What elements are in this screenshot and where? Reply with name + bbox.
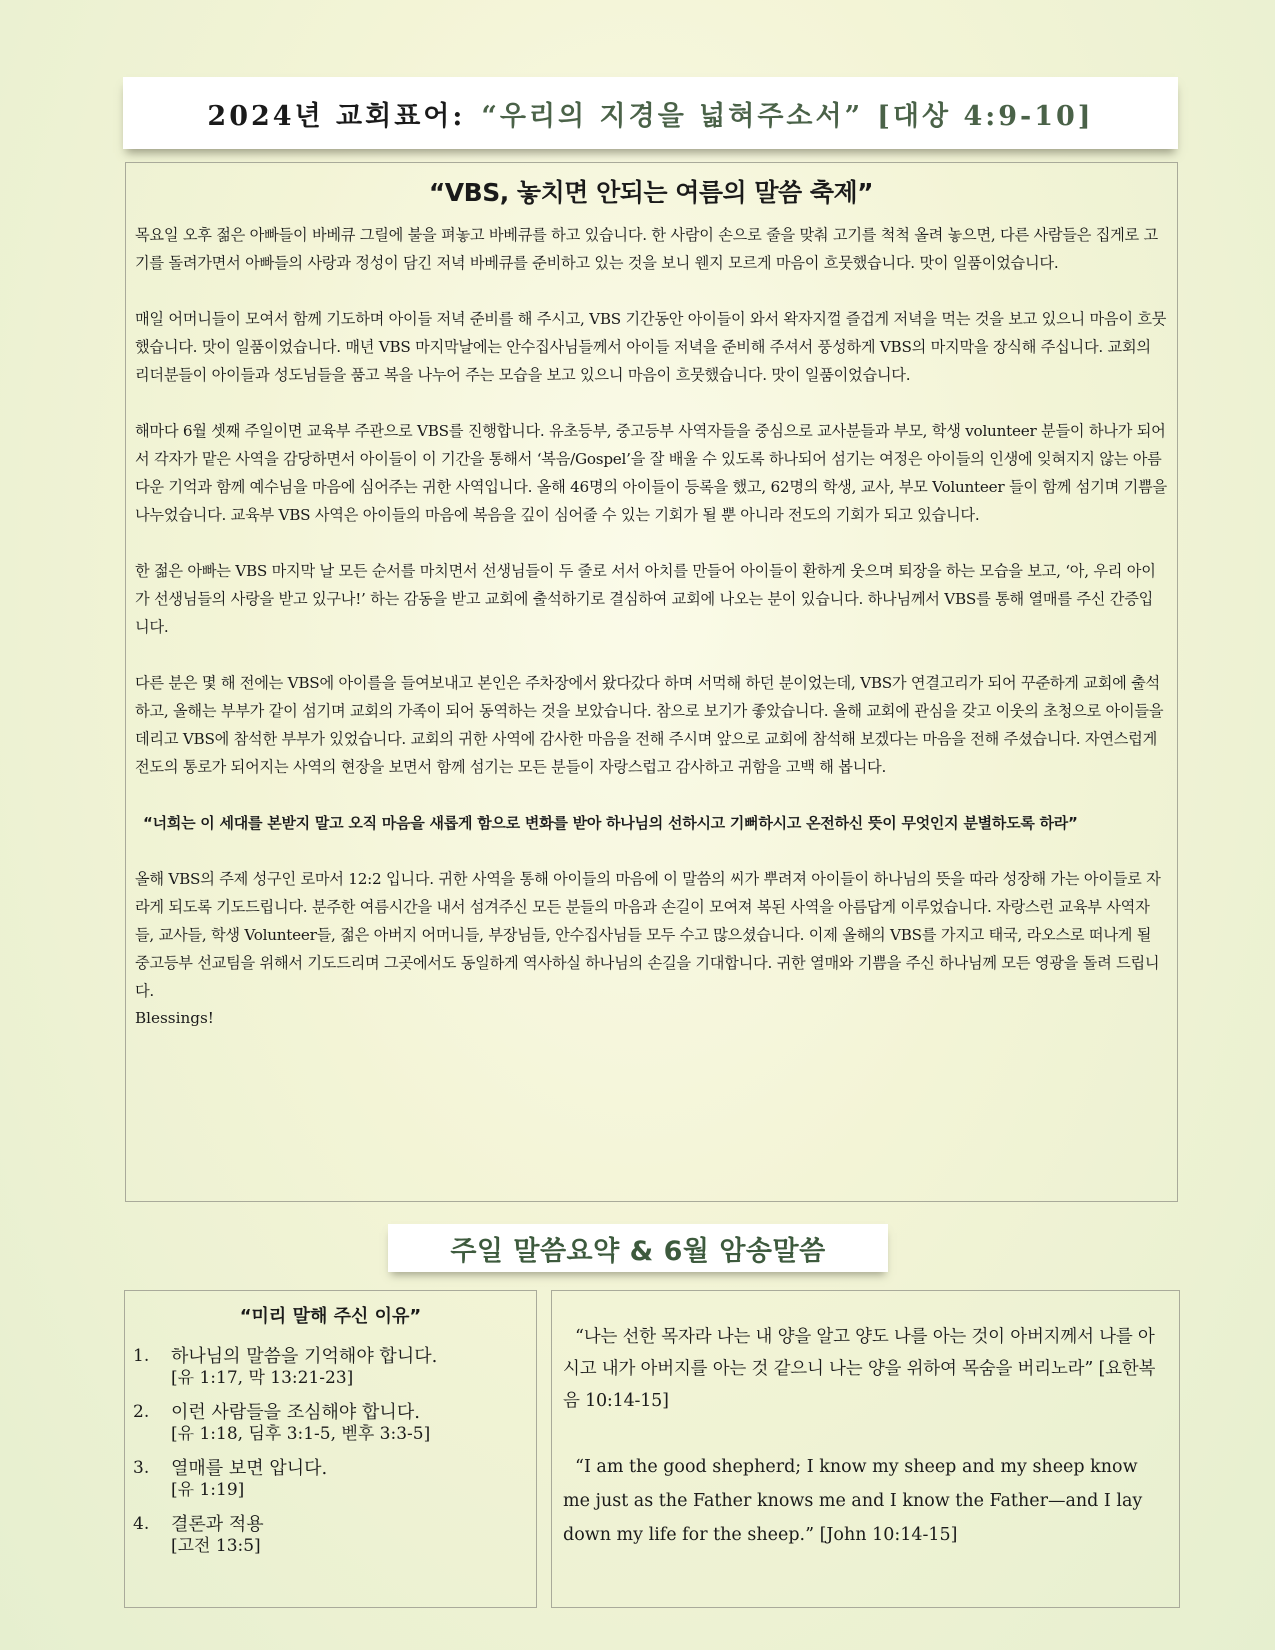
memory-verse-korean: “나는 선한 목자라 나는 내 양을 알고 양도 나를 아는 것이 아버지께서 나를 아시고 내가 아버지를 아는 것 같으니 나는 양을 위하여 목숨을 버리노라” [요한복음 10:14-15] <box>563 1327 1156 1411</box>
outline-item <box>133 1458 536 1501</box>
article-paragraph: 한 젊은 아빠는 VBS 마지막 날 모든 순서를 마치면서 선생님들이 두 줄로 서서 아치를 만들어 아이들이 환하게 웃으며 퇴장을 하는 모습을 보고, ‘아, 우리 아이가 선생님들의 사랑을 받고 있구나!’ 하는 감동을 받고 교회에 출석하기로 결심하여 교회에 나오는 분이 있습니다. 하나님께서 VBS를 통해 열매를 주신 간증입니다. <box>135 562 1156 636</box>
outline-number: 4. <box>133 1514 150 1534</box>
memory-verse-english: “I am the good shepherd; I know my sheep and my sheep know me just as the Father knows me and I know the Father—and I lay down my life for the sheep.” [John 10:14-15] <box>563 1457 1143 1545</box>
outline-text: 열매를 보면 압니다. <box>171 1458 328 1479</box>
section-title: 주일 말씀요약 & 6월 암송말씀 <box>388 1224 888 1272</box>
article-paragraph: 목요일 오후 젊은 아빠들이 바베큐 그릴에 불을 펴놓고 바베큐를 하고 있습니다. 한 사람이 손으로 줄을 맞춰 고기를 척척 올려 놓으면, 다른 사람들은 집게로 고기를 돌려가면서 아빠들의 사랑과 정성이 담긴 저녁 바베큐를 준비하고 있는 것을 보니 웬지 모르게 마음이 흐뭇했습니다. 맛이 일품이었습니다. <box>135 226 1158 272</box>
outline-item <box>133 1346 536 1389</box>
vbs-article <box>125 162 1178 1202</box>
outline-item <box>133 1514 536 1557</box>
sermon-summary-box <box>124 1290 537 1608</box>
sermon-title: “미리 말해 주신 이유” <box>239 1306 422 1327</box>
motto-reference: [대상 4:9-10] <box>877 100 1094 132</box>
article-paragraph: 매일 어머니들이 모여서 함께 기도하며 아이들 저녁 준비를 해 주시고, VBS 기간동안 아이들이 와서 왁자지껄 즐겁게 저녁을 먹는 것을 보고 있으니 마음이 흐뭇했습니다. 맛이 일품이었습니다. 매년 VBS 마지막날에는 안수집사님들께서 아이들 저녁을 준비해 주셔서 풍성하게 VBS의 마지막을 장식해 주십니다. 교회의 리더분들이 아이들과 성도님들을 품고 복을 나누어 주는 모습을 보고 있으니 마음이 흐뭇했습니다. 맛이 일품이었습니다. <box>135 310 1167 384</box>
article-signoff: Blessings! <box>135 1009 214 1027</box>
outline-number: 3. <box>133 1458 150 1478</box>
outline-reference: [고전 13:5] <box>171 1536 261 1556</box>
outline-text: 이런 사람들을 조심해야 합니다. <box>171 1402 420 1423</box>
outline-number: 1. <box>133 1346 150 1366</box>
outline-reference: [유 1:18, 딤후 3:1-5, 벧후 3:3-5] <box>171 1424 431 1444</box>
article-title: “VBS, 놓치면 안되는 여름의 말씀 축제” <box>428 178 874 207</box>
scripture-quote: “너희는 이 세대를 본받지 말고 오직 마음을 새롭게 함으로 변화를 받아 하나님의 선하시고 기뻐하시고 온전하신 뜻이 무엇인지 분별하도록 하라” <box>143 814 1078 832</box>
outline-reference: [유 1:17, 막 13:21-23] <box>171 1368 354 1388</box>
outline-text: 하나님의 말씀을 기억해야 합니다. <box>171 1346 438 1367</box>
church-motto-banner <box>123 77 1178 149</box>
outline-text: 결론과 적용 <box>171 1514 264 1535</box>
motto-label: 2024년 교회표어: <box>207 100 466 132</box>
motto-text: “우리의 지경을 넓혀주소서” <box>481 100 864 132</box>
outline-number: 2. <box>133 1402 150 1422</box>
article-paragraph: 해마다 6월 셋째 주일이면 교육부 주관으로 VBS를 진행합니다. 유초등부, 중고등부 사역자들을 중심으로 교사분들과 부모, 학생 volunteer 분들이 하나가 되어서 각자가 맡은 사역을 감당하면서 아이들이 이 기간을 통해서 ‘복음/Gospel’을 잘 배울 수 있도록 하나되어 섬기는 여정은 아이들의 인생에 잊혀지지 않는 아름다운 기억과 함께 예수님을 마음에 심어주는 귀한 사역입니다. 올해 46명의 아이들이 등록을 했고, 62명의 학생, 교사, 부모 Volunteer 들이 함께 섬기며 기쁨을 나누었습니다. 교육부 VBS 사역은 아이들의 마음에 복음을 깊이 심어줄 수 있는 기회가 될 뿐 아니라 전도의 기회가 되고 있습니다. <box>135 422 1167 524</box>
article-closing-paragraph: 올해 VBS의 주제 성구인 로마서 12:2 입니다. 귀한 사역을 통해 아이들의 마음에 이 말씀의 씨가 뿌려져 아이들이 하나님의 뜻을 따라 성장해 가는 아이들로 자라게 되도록 기도드립니다. 분주한 여름시간을 내서 섬겨주신 모든 분들의 마음과 손길이 모여져 복된 사역을 아름답게 이루었습니다. 자랑스런 교육부 사역자들, 교사들, 학생 Volunteer들, 젊은 아버지 어머니들, 부장님들, 안수집사님들 모두 수고 많으셨습니다. 이제 올해의 VBS를 가지고 태국, 라오스로 떠나게 될 중고등부 선교팀을 위해서 기도드리며 그곳에서도 동일하게 역사하실 하나님의 손길을 기대합니다. 귀한 열매와 기쁨을 주신 하나님께 모든 영광을 돌려 드립니다. <box>135 870 1161 1000</box>
memory-verse-box <box>551 1290 1180 1608</box>
outline-reference: [유 1:19] <box>171 1480 245 1500</box>
sermon-outline <box>125 1346 536 1557</box>
article-paragraph: 다른 분은 몇 해 전에는 VBS에 아이를을 들여보내고 본인은 주차장에서 왔다갔다 하며 서먹해 하던 분이었는데, VBS가 연결고리가 되어 꾸준하게 교회에 출석하고, 올해는 부부가 같이 섬기며 교회의 가족이 되어 동역하는 것을 보았습니다. 참으로 보기가 좋았습니다. 올해 교회에 관심을 갖고 이웃의 초청으로 아이들을 데리고 VBS에 참석한 부부가 있었습니다. 교회의 귀한 사역에 감사한 마음을 전해 주시며 앞으로 교회에 참석해 보겠다는 마음을 전해 주셨습니다. 자연스럽게 전도의 통로가 되어지는 사역의 현장을 보면서 함께 섬기는 모든 분들이 자랑스럽고 감사하고 귀함을 고백 해 봅니다. <box>135 674 1164 776</box>
outline-item <box>133 1402 536 1445</box>
